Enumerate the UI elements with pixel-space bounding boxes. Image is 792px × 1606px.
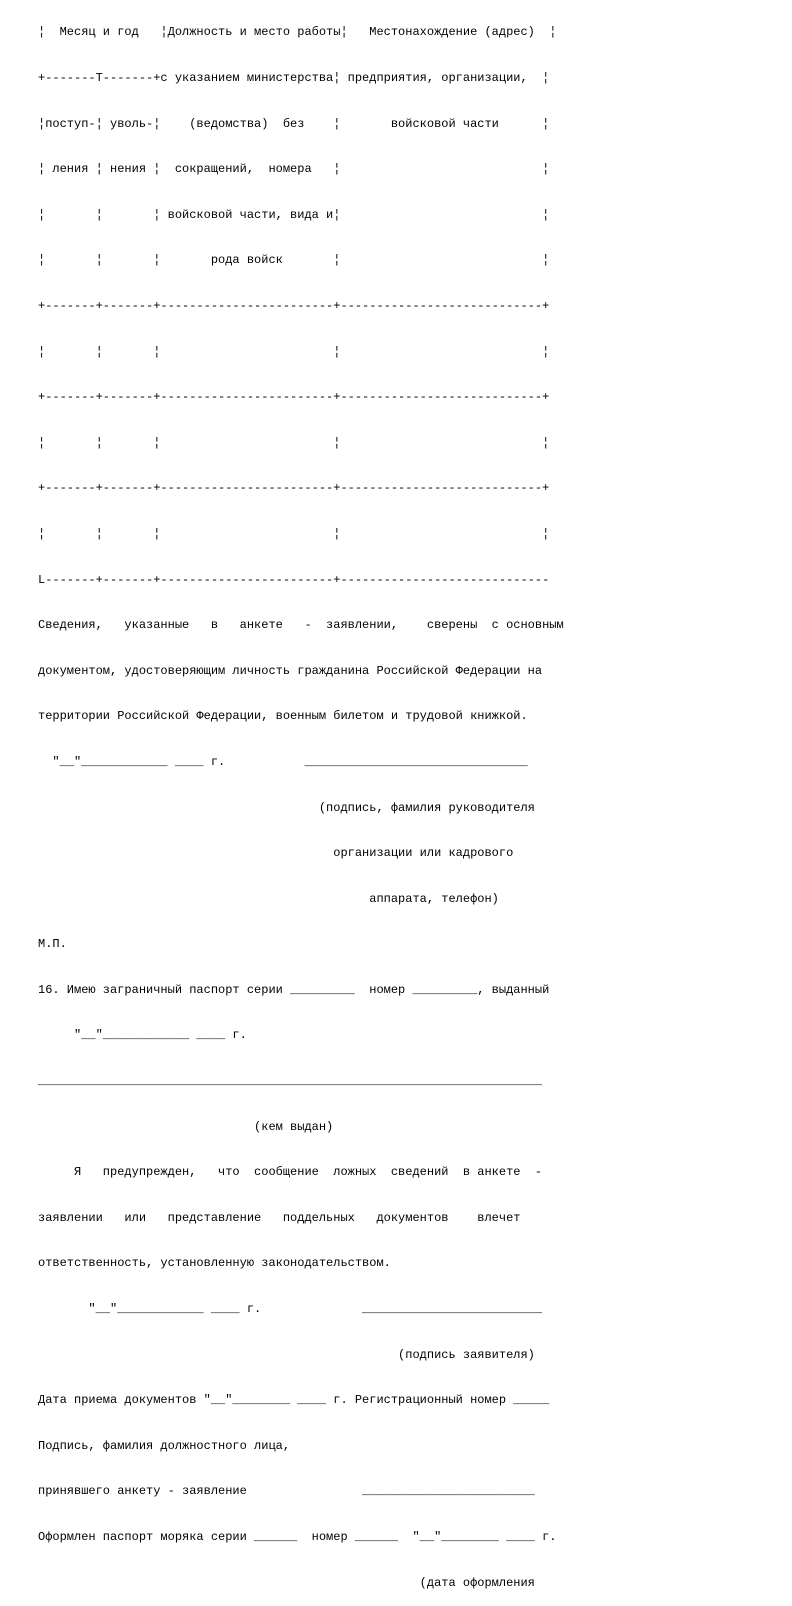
warning-text: ответственность, установленную законодательством. xyxy=(38,1256,391,1271)
issue-date-caption: (дата оформления xyxy=(38,1575,535,1590)
head-signature-caption: (подпись, фамилия руководителя xyxy=(38,800,535,815)
warning-text: Я предупрежден, что сообщение ложных сведений в анкете - xyxy=(38,1165,543,1180)
table-header-row-6: ¦ ¦ ¦ рода войск ¦ ¦ xyxy=(38,253,550,268)
table-header-row-2: +-------T-------+с указанием министерства¦ предприятия, организации, ¦ xyxy=(38,71,550,85)
table-header-row-4: ¦ ления ¦ нения ¦ сокращений, номера ¦ ¦ xyxy=(38,162,550,177)
warning-text: заявлении или представление поддельных документов влечет xyxy=(38,1210,521,1225)
foreign-passport-line: 16. Имею заграничный паспорт серии _________ номер _________, выданный xyxy=(38,982,550,997)
verification-date-signature-line: "__"____________ ____ г. _______________________________ xyxy=(38,754,528,769)
table-divider: +-------+-------+------------------------+----------------------------+ xyxy=(38,298,550,313)
table-divider: +-------+-------+------------------------+----------------------------+ xyxy=(38,481,550,496)
foreign-passport-date-line: "__"____________ ____ г. xyxy=(38,1028,247,1043)
table-divider: +-------+-------+------------------------+----------------------------+ xyxy=(38,390,550,405)
official-signature-line: принявшего анкету - заявление ________________________ xyxy=(38,1484,535,1499)
table-row: ¦ ¦ ¦ ¦ ¦ xyxy=(38,526,550,541)
table-header-row-1: ¦ Месяц и год ¦Должность и место работы¦ Местонахождение (адрес) ¦ xyxy=(38,25,557,40)
issued-by-line: ______________________________________________________________________ xyxy=(38,1074,543,1089)
verification-text: документом, удостоверяющим личность гражданина Российской Федерации на xyxy=(38,663,543,678)
table-row: ¦ ¦ ¦ ¦ ¦ xyxy=(38,344,550,359)
applicant-date-signature-line: "__"____________ ____ г. _________________________ xyxy=(38,1302,543,1317)
head-signature-caption: аппарата, телефон) xyxy=(38,891,499,906)
table-header-row-5: ¦ ¦ ¦ войсковой части, вида и¦ ¦ xyxy=(38,207,550,222)
verification-text: Сведения, указанные в анкете - заявлении, сверены с основным xyxy=(38,618,564,633)
official-signature-label: Подпись, фамилия должностного лица, xyxy=(38,1438,291,1453)
table-bottom-border: L-------+-------+------------------------+----------------------------- xyxy=(38,572,550,587)
applicant-signature-caption: (подпись заявителя) xyxy=(38,1347,535,1362)
head-signature-caption: организации или кадрового xyxy=(38,846,514,861)
verification-text: территории Российской Федерации, военным билетом и трудовой книжкой. xyxy=(38,709,528,724)
issued-by-caption: (кем выдан) xyxy=(38,1119,334,1134)
stamp-place-label: М.П. xyxy=(38,937,67,952)
table-header-row-3: ¦поступ-¦ уволь-¦ (ведомства) без ¦ войсковой части ¦ xyxy=(38,116,550,131)
questionnaire-document xyxy=(38,0,564,1606)
acceptance-date-line: Дата приема документов "__"________ ____ г. Регистрационный номер _____ xyxy=(38,1393,550,1408)
table-row: ¦ ¦ ¦ ¦ ¦ xyxy=(38,435,550,450)
seaman-passport-line: Оформлен паспорт моряка серии ______ номер ______ "__"________ ____ г. xyxy=(38,1530,557,1544)
